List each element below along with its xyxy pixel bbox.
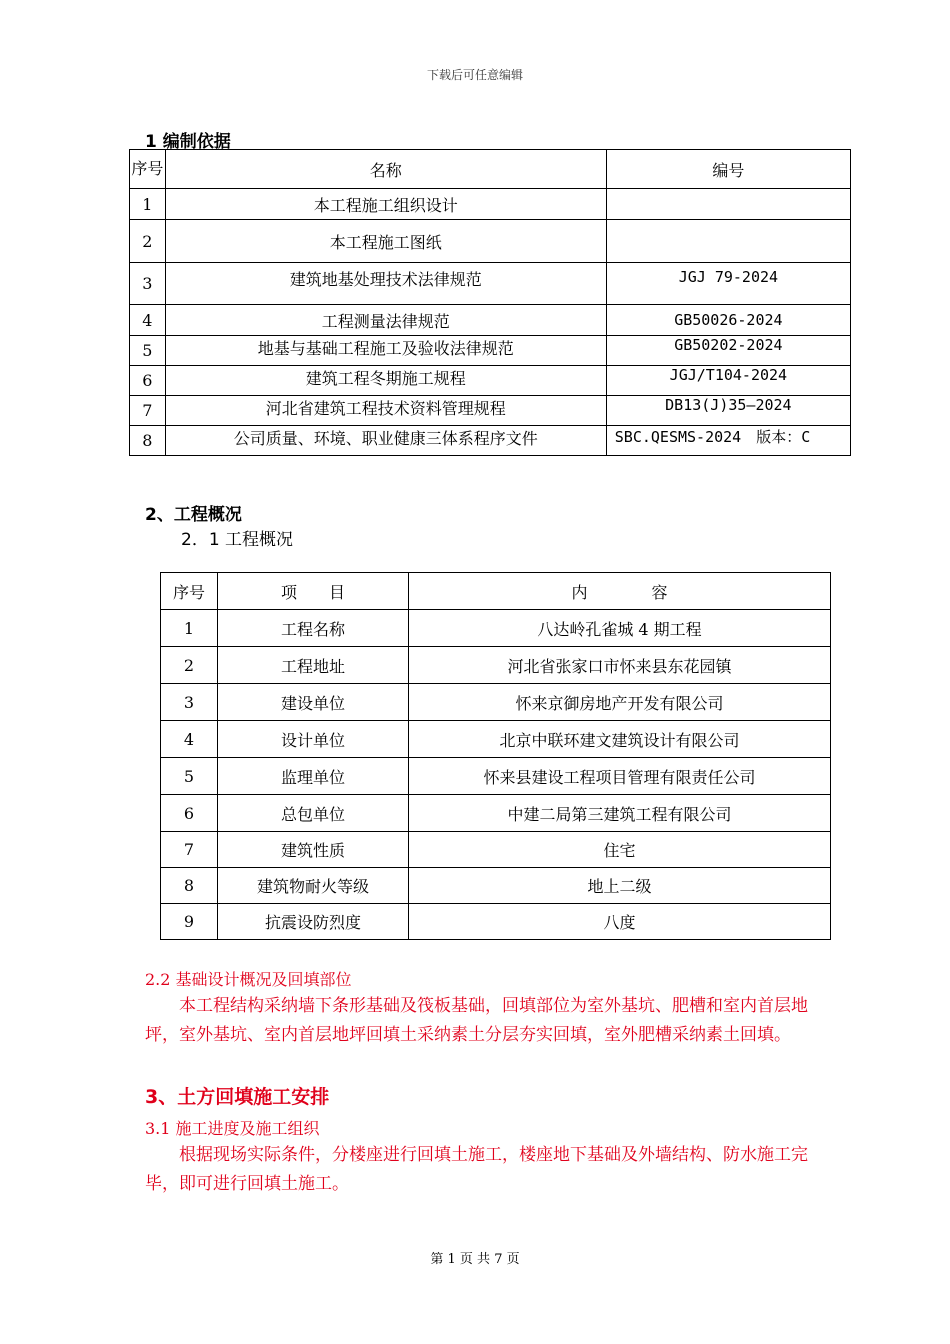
table-row xyxy=(161,904,831,940)
table-row xyxy=(161,758,831,795)
row-item: 设计单位 xyxy=(218,721,409,758)
section3-title: 3、土方回填施工安排 xyxy=(145,1086,330,1108)
row-content: 北京中联环建文建筑设计有限公司 xyxy=(409,721,831,758)
table-row xyxy=(130,220,851,263)
table-row xyxy=(130,263,851,305)
row-code xyxy=(606,189,850,220)
row-num: 1 xyxy=(161,610,218,647)
row-item: 建筑性质 xyxy=(218,832,409,868)
row-num: 2 xyxy=(130,220,166,263)
row-num: 3 xyxy=(161,684,218,721)
section1-title: 1 编制依据 xyxy=(145,132,231,152)
row-num: 1 xyxy=(130,189,166,220)
row-item: 建设单位 xyxy=(218,684,409,721)
row-content: 地上二级 xyxy=(409,868,831,904)
row-num: 5 xyxy=(161,758,218,795)
header-name: 名称 xyxy=(165,150,606,189)
row-code xyxy=(606,220,850,263)
row-item: 抗震设防烈度 xyxy=(218,904,409,940)
table-row xyxy=(130,189,851,220)
row-name: 本工程施工图纸 xyxy=(165,220,606,263)
row-num: 2 xyxy=(161,647,218,684)
row-num: 5 xyxy=(130,336,166,366)
row-code: JGJ 79-2024 xyxy=(606,263,850,305)
row-name: 工程测量法律规范 xyxy=(165,305,606,336)
row-content: 中建二局第三建筑工程有限公司 xyxy=(409,795,831,832)
header-num: 序号 xyxy=(130,150,166,189)
row-content: 住宅 xyxy=(409,832,831,868)
row-code: DB13(J)35—2024 xyxy=(606,396,850,426)
table-row xyxy=(161,647,831,684)
table-row xyxy=(130,396,851,426)
header-num: 序号 xyxy=(161,573,218,610)
row-item: 监理单位 xyxy=(218,758,409,795)
row-num: 6 xyxy=(161,795,218,832)
row-content: 河北省张家口市怀来县东花园镇 xyxy=(409,647,831,684)
row-item: 建筑物耐火等级 xyxy=(218,868,409,904)
table-row xyxy=(161,832,831,868)
row-code: SBC.QESMS-2024 版本：C xyxy=(606,426,850,456)
table-header-row xyxy=(130,150,851,189)
row-name: 河北省建筑工程技术资料管理规程 xyxy=(165,396,606,426)
row-num: 7 xyxy=(161,832,218,868)
header-code: 编号 xyxy=(606,150,850,189)
row-content: 怀来县建设工程项目管理有限责任公司 xyxy=(409,758,831,795)
table-row xyxy=(161,795,831,832)
basis-table xyxy=(129,149,851,456)
table-row xyxy=(161,610,831,647)
row-num: 4 xyxy=(161,721,218,758)
row-name: 公司质量、环境、职业健康三体系程序文件 xyxy=(165,426,606,456)
row-code: GB50026-2024 xyxy=(606,305,850,336)
row-item: 总包单位 xyxy=(218,795,409,832)
row-num: 8 xyxy=(130,426,166,456)
table-row xyxy=(161,721,831,758)
subsection-2-2-paragraph: 本工程结构采纳墙下条形基础及筏板基础，回填部位为室外基坑、肥槽和室内首层地坪，室外基坑、室内首层地坪回填土采纳素土分层夯实回填，室外肥槽采纳素土回填。 xyxy=(145,996,808,1045)
table-row xyxy=(130,426,851,456)
header-content: 内 容 xyxy=(409,573,831,610)
row-num: 6 xyxy=(130,366,166,396)
row-name: 地基与基础工程施工及验收法律规范 xyxy=(165,336,606,366)
table-row xyxy=(161,684,831,721)
row-content: 八度 xyxy=(409,904,831,940)
subsection-3-1-title: 3.1 施工进度及施工组织 xyxy=(145,1119,320,1138)
row-num: 4 xyxy=(130,305,166,336)
row-num: 9 xyxy=(161,904,218,940)
overview-table xyxy=(160,572,831,940)
table-row xyxy=(130,366,851,396)
row-item: 工程名称 xyxy=(218,610,409,647)
row-name: 建筑地基处理技术法律规范 xyxy=(165,263,606,305)
subsection-3-1-paragraph: 根据现场实际条件，分楼座进行回填土施工，楼座地下基础及外墙结构、防水施工完毕，即可进行回填土施工。 xyxy=(145,1145,808,1194)
section2-title: 2、工程概况 xyxy=(145,505,242,525)
row-content: 八达岭孔雀城 4 期工程 xyxy=(409,610,831,647)
row-code: GB50202-2024 xyxy=(606,336,850,366)
subsection-2-2-title: 2.2 基础设计概况及回填部位 xyxy=(145,970,352,989)
table-header-row xyxy=(161,573,831,610)
page-footer-note: 第 1 页 共 7 页 xyxy=(430,1252,520,1267)
table-row xyxy=(130,336,851,366)
row-item: 工程地址 xyxy=(218,647,409,684)
row-num: 7 xyxy=(130,396,166,426)
row-name: 本工程施工组织设计 xyxy=(165,189,606,220)
row-num: 8 xyxy=(161,868,218,904)
page-header-note: 下载后可任意编辑 xyxy=(426,68,523,82)
row-code: JGJ/T104-2024 xyxy=(606,366,850,396)
table-row xyxy=(130,305,851,336)
row-num: 3 xyxy=(130,263,166,305)
row-content: 怀来京御房地产开发有限公司 xyxy=(409,684,831,721)
table-row xyxy=(161,868,831,904)
section2-subtitle: 2．1 工程概况 xyxy=(181,530,294,550)
row-name: 建筑工程冬期施工规程 xyxy=(165,366,606,396)
header-item: 项 目 xyxy=(218,573,409,610)
